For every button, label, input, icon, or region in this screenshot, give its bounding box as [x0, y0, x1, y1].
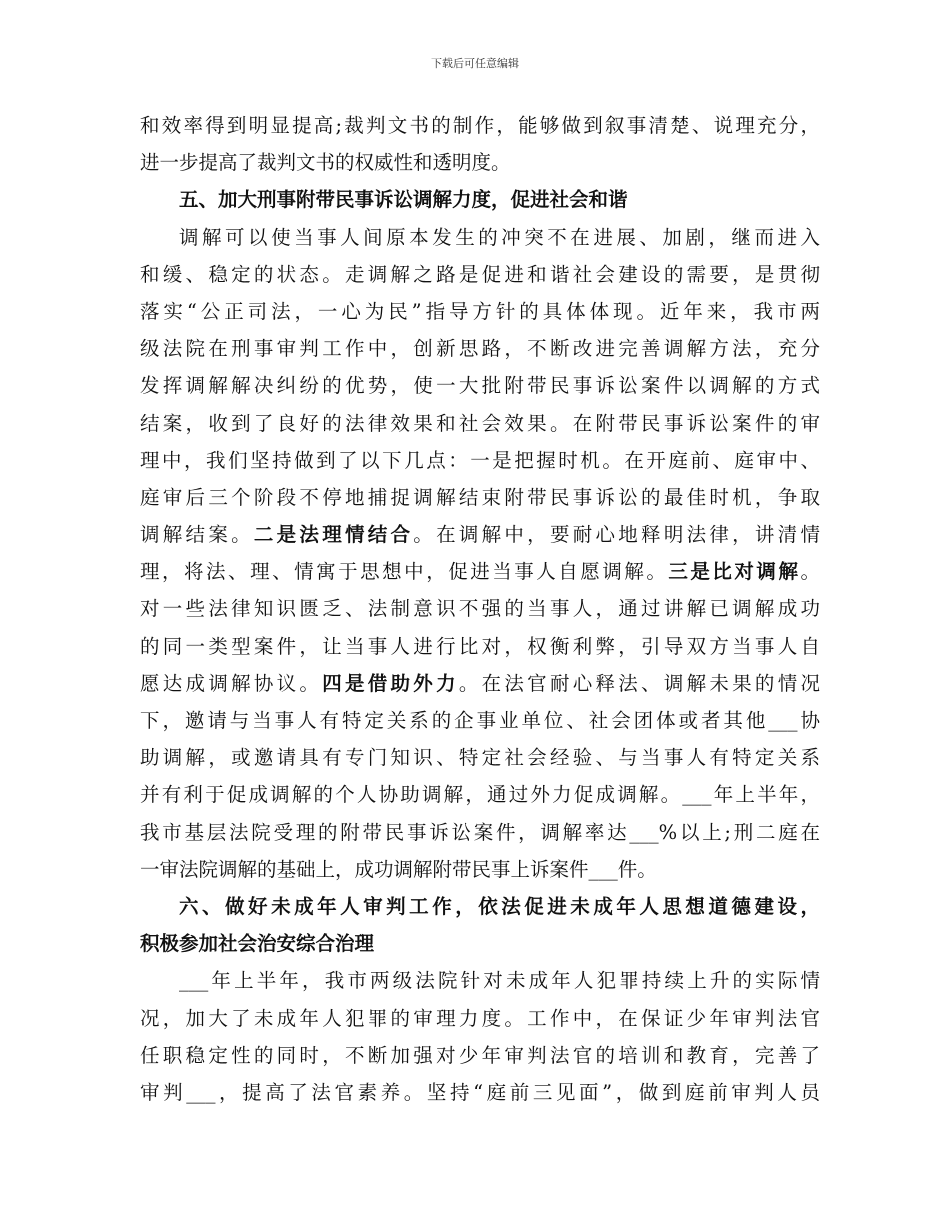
- paragraph-line: [140, 553, 820, 590]
- paragraph-line: 我市基层法院受理的附带民事诉讼案件，调解率达___%以上;刑二庭在: [140, 820, 820, 844]
- paragraph-line: 级法院在刑事审判工作中，创新思路，不断改进完善调解方法，充分: [140, 337, 820, 361]
- bold-phrase: 二是法理情结合: [253, 523, 414, 547]
- paragraph-line: 一审法院调解的基础上，成功调解附带民事上诉案件___件。: [140, 857, 657, 881]
- bold-phrase: 三是比对调解: [668, 560, 801, 584]
- section-heading-line: 积极参加社会治安综合治理: [140, 932, 375, 956]
- text-segment: 理，将法、理、情寓于思想中，促进当事人自愿调解。: [140, 560, 669, 584]
- document-body: [140, 107, 820, 1111]
- paragraph-line: 和效率得到明显提高;裁判文书的制作，能够做到叙事清楚、说理充分，: [140, 114, 820, 137]
- paragraph-line: 庭审后三个阶段不停地捕捉调解结束附带民事诉讼的最佳时机，争取: [140, 485, 820, 509]
- bold-phrase: 四是借助外力: [322, 671, 459, 695]
- paragraph-line: 并有利于促成调解的个人协助调解，通过外力促成调解。___年上半年，: [140, 783, 820, 807]
- paragraph-line: 结案，收到了良好的法律效果和社会效果。在附带民事诉讼案件的审: [140, 411, 820, 435]
- section-heading-line: 五、加大刑事附带民事诉讼调解力度，促进社会和谐: [179, 188, 628, 212]
- paragraph-line: 落实“公正司法，一心为民”指导方针的具体体现。近年来，我市两: [140, 299, 820, 323]
- section-heading-line: 六、做好未成年人审判工作，依法促进未成年人思想道德建设，: [179, 894, 820, 918]
- page-header: 下载后可任意编辑: [431, 57, 519, 70]
- paragraph-line: 的同一类型案件，让当事人进行比对，权衡利弊，引导双方当事人自: [140, 634, 820, 658]
- paragraph-line: [140, 516, 820, 553]
- paragraph-line: 任职稳定性的同时，不断加强对少年审判法官的培训和教育，完善了: [140, 1043, 820, 1067]
- paragraph-line: ___年上半年，我市两级法院针对未成年人犯罪持续上升的实际情: [179, 969, 820, 993]
- text-segment: 愿达成调解协议。: [140, 671, 323, 695]
- paragraph-line: [140, 665, 820, 702]
- paragraph-line: 下，邀请与当事人有特定关系的企事业单位、社会团体或者其他___协: [140, 709, 820, 732]
- text-segment: 调解结案。: [140, 523, 254, 547]
- paragraph-line: 助调解，或邀请具有专门知识、特定社会经验、与当事人有特定关系: [140, 746, 820, 770]
- paragraph-line: 调解可以使当事人间原本发生的冲突不在进展、加剧，继而进入: [179, 225, 820, 249]
- paragraph-line: 和缓、稳定的状态。走调解之路是促进和谐社会建设的需要，是贯彻: [140, 262, 820, 286]
- paragraph-line: 进一步提高了裁判文书的权威性和透明度。: [140, 151, 511, 175]
- paragraph-line: 审判___，提高了法官素养。坚持“庭前三见面”，做到庭前审判人员: [140, 1080, 820, 1104]
- paragraph-line: 对一些法律知识匮乏、法制意识不强的当事人，通过讲解已调解成功: [140, 597, 820, 621]
- text-segment: 。在调解中，要耐心地释明法律，讲清情: [413, 523, 820, 547]
- paragraph-line: 况，加大了未成年人犯罪的审理力度。工作中，在保证少年审判法官: [140, 1006, 820, 1030]
- text-segment: 。在法官耐心释法、调解未果的情况: [458, 671, 820, 695]
- paragraph-line: 发挥调解解决纠纷的优势，使一大批附带民事诉讼案件以调解的方式: [140, 374, 820, 398]
- paragraph-line: 理中，我们坚持做到了以下几点：一是把握时机。在开庭前、庭审中、: [140, 448, 820, 472]
- text-segment: 。: [800, 560, 820, 584]
